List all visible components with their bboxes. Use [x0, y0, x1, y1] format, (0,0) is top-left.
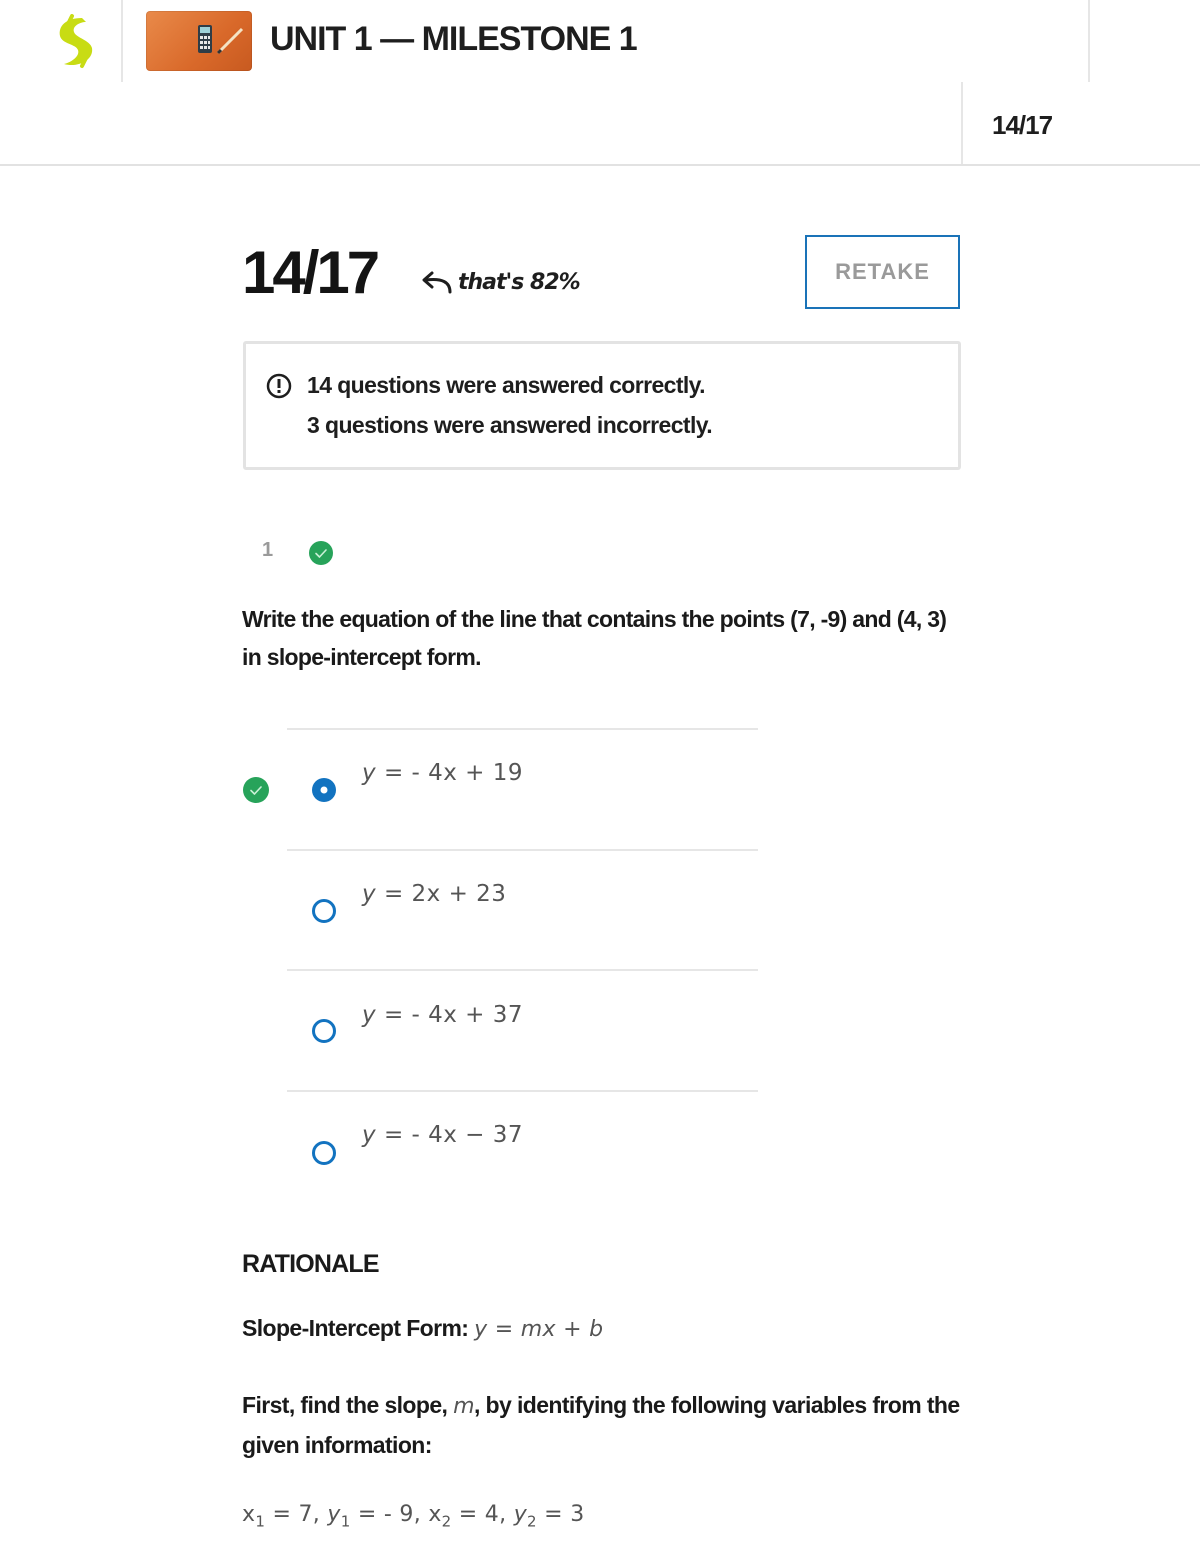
rationale-title: RATIONALE	[242, 1250, 379, 1278]
slope-intercept-form-line	[242, 1315, 603, 1342]
header-divider	[1088, 0, 1090, 82]
incorrect-summary	[307, 412, 712, 439]
form-equation: y = mx + b	[474, 1317, 604, 1342]
result-summary-box	[243, 341, 961, 470]
option-divider	[287, 849, 758, 851]
sophia-logo-icon[interactable]	[52, 14, 100, 70]
incorrect-text: questions were answered incorrectly.	[325, 412, 713, 438]
form-label: Slope-Intercept Form:	[242, 1315, 469, 1341]
curved-arrow-left-icon	[418, 268, 454, 298]
header-divider	[121, 0, 123, 82]
question-number: 1	[262, 539, 274, 561]
score-percentage-note: that's 82%	[458, 270, 580, 295]
option-text: y = 2x + 23	[362, 881, 507, 907]
option-text: y = - 4x + 19	[362, 760, 524, 786]
radio-selected-icon[interactable]	[311, 777, 337, 803]
calculator-pencil-icon	[146, 11, 252, 71]
score-value: 14/17	[242, 239, 378, 306]
info-icon	[266, 373, 292, 399]
correct-text: questions were answered correctly.	[337, 372, 705, 398]
given-variables: $x_1 = 7$, $y_1$ = - 9, $x_2 = 4$, $y_2 = 3$	[242, 1502, 585, 1531]
radio-unselected-icon[interactable]	[311, 1140, 337, 1166]
option-divider	[287, 728, 758, 730]
option-text: y = - 4x − 37	[362, 1122, 524, 1148]
question-text: Write the equation of the line that contains the points (7, -9) and (4, 3) in slope-intercept form.	[242, 606, 947, 670]
progress-counter: 14/17	[992, 110, 1053, 140]
radio-unselected-icon[interactable]	[311, 1018, 337, 1044]
unit-thumbnail	[146, 11, 252, 71]
unit-title: UNIT 1 — MILESTONE 1	[270, 20, 637, 58]
header-bottom-border	[0, 164, 1200, 166]
rationale-step-1: First, find the slope, m, by identifying the following variables from the given information:	[242, 1392, 960, 1458]
option-text: y = - 4x + 37	[362, 1002, 524, 1028]
correct-summary	[307, 372, 705, 399]
retake-button[interactable]: RETAKE	[805, 235, 960, 309]
header-divider	[961, 82, 963, 164]
option-divider	[287, 1090, 758, 1092]
correct-check-icon	[242, 776, 270, 804]
option-divider	[287, 969, 758, 971]
radio-unselected-icon[interactable]	[311, 898, 337, 924]
slope-variable: m	[453, 1394, 474, 1419]
incorrect-count: 3	[307, 412, 320, 438]
correct-count: 14	[307, 372, 332, 398]
correct-check-icon	[308, 540, 334, 566]
